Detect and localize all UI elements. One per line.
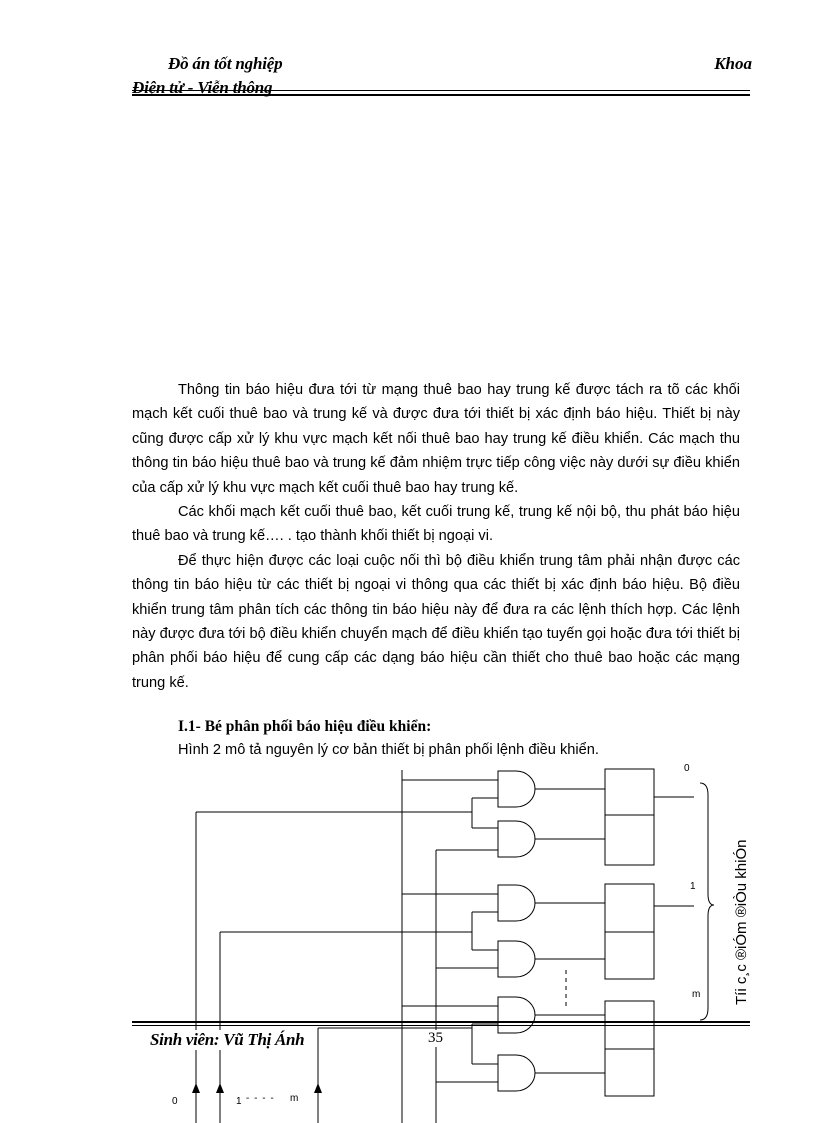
paragraph-3: Để thực hiện được các loại cuộc nối thì bộ điều khiển trung tâm phải nhận được các thông tin báo hiệu từ các thiết bị ngoại vi thông qua các thiết bị xác định báo hiệu. Bộ điều khiển trung tâm phân tích các thông tin báo hiệu này để đưa ra các lệnh thích hợp. Các lệnh này được đưa tới bộ điều khiển chuyển mạch để điều khiển tạo tuyến gọi hoặc đưa tới thiết bị phân phối báo hiệu để cung cấp các dạng báo hiệu cần thiết cho thuê bao hoặc các mạng trung kế. (132, 552, 740, 691)
control-points-label: Tíi c¸c ®iÓm ®iÒu khiÓn (733, 839, 750, 1005)
section-title: I.1- Bé phân phối báo hiệu điều khiển: (178, 718, 432, 735)
header-title: Đồ án tốt nghiệp (168, 54, 283, 73)
footer-rule-thick (132, 1021, 750, 1023)
input-label-m: m (290, 1093, 299, 1104)
and-gate-ma (498, 997, 535, 1033)
footer-student: Sinh viên: Vũ Thị Ánh (150, 1030, 305, 1049)
and-gate-mb (498, 1055, 535, 1091)
output-label-m: m (692, 989, 701, 1000)
and-gate-1b (498, 941, 535, 977)
register-0 (605, 769, 654, 865)
paragraph-2: Các khối mạch kết cuối thuê bao, kết cuối trung kế, trung kế nội bộ, thu phát báo hiệu thuê bao và trung kế…. . tạo thành khối thiết bị ngoại vi. (132, 504, 740, 545)
input-label-0: 0 (172, 1096, 178, 1107)
and-gate-0a (498, 771, 535, 807)
paragraph-1: Thông tin báo hiệu đưa tới từ mạng thuê bao hay trung kế được tách ra tõ các khối mạch kết cuối thuê bao và trung kế và được đưa tới thiết bị xác định báo hiệu. Thiết bị này cũng được cấp xử lý khu vực mạch kết nối thuê bao hay trung kế điều khiển. Các mạch thu thông tin báo hiệu thuê bao và trung kế đảm nhiệm trực tiếp công việc này dưới sự điều khiển của cấp xử lý khu vực mạch kết cuối thuê bao hay trung kế. (132, 382, 740, 496)
header-faculty: Khoa (714, 54, 752, 73)
figure-caption: Hình 2 mô tả nguyên lý cơ bản thiết bị phân phối lệnh điều khiển. (178, 742, 599, 758)
arrow-0 (192, 1083, 200, 1093)
and-gate-1a (498, 885, 535, 921)
output-brace (700, 783, 714, 1020)
output-label-1: 1 (690, 881, 696, 892)
footer-page-number: 35 (428, 1030, 443, 1046)
input-label-dashes: - - - - (246, 1093, 275, 1104)
header-department: Điện tử - Viễn thông (132, 78, 273, 97)
footer-rule-thin (132, 1025, 750, 1026)
input-label-1: 1 (236, 1096, 242, 1107)
arrow-m (314, 1083, 322, 1093)
output-label-0: 0 (684, 763, 690, 774)
arrow-1 (216, 1083, 224, 1093)
and-gate-0b (498, 821, 535, 857)
